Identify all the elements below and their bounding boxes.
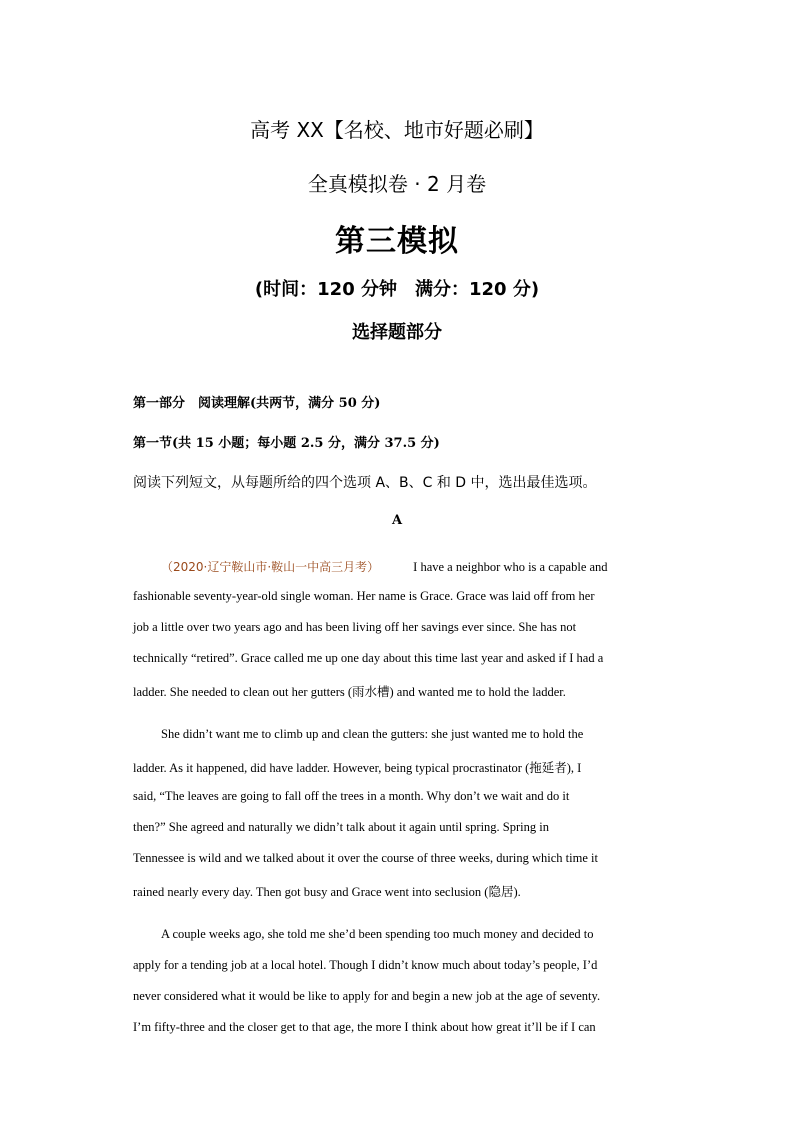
paragraph-1-line-1 bbox=[161, 558, 608, 575]
section-heading: 选择题部分 bbox=[352, 322, 442, 343]
paragraph-2-line-2: ladder. As it happened, did have ladder. However, being typical procrastinator (拖延者), I bbox=[133, 761, 582, 775]
section-title: 第一节(共 15 小题；每小题 2.5 分，满分 37.5 分) bbox=[133, 436, 440, 451]
exam-series-title: 高考 XX【名校、地市好题必刷】 bbox=[250, 118, 544, 142]
passage-source: （2020·辽宁鞍山市·鞍山一中高三月考） bbox=[161, 560, 380, 574]
paragraph-1-line-3: job a little over two years ago and has been living off her savings ever since. She has not bbox=[133, 620, 577, 634]
paragraph-1-line-5: ladder. She needed to clean out her gutters (雨水槽) and wanted me to hold the ladder. bbox=[133, 685, 566, 699]
paragraph-3-line-2: apply for a tending job at a local hotel. Though I didn’t know much about today’s people, I’d bbox=[133, 958, 598, 972]
passage-letter: A bbox=[391, 513, 403, 528]
paragraph-1-line-4: technically “retired”. Grace called me up one day about this time last year and asked if I had a bbox=[133, 651, 604, 665]
instruction-text: 阅读下列短文，从每题所给的四个选项 A、B、C 和 D 中，选出最佳选项。 bbox=[133, 475, 597, 491]
page-title: 第三模拟 bbox=[335, 224, 459, 259]
paragraph-2-line-3: said, “The leaves are going to fall off the trees in a month. Why don’t we wait and do it bbox=[133, 789, 570, 803]
paragraph-text: I have a neighbor who is a capable and bbox=[413, 560, 608, 574]
paragraph-2-line-5: Tennessee is wild and we talked about it over the course of three weeks, during which time it bbox=[133, 851, 598, 865]
paragraph-3-line-4: I’m fifty-three and the closer get to that age, the more I think about how great it’ll be if I can bbox=[133, 1020, 596, 1034]
paragraph-2-line-6: rained nearly every day. Then got busy and Grace went into seclusion (隐居). bbox=[133, 885, 521, 899]
paragraph-3-line-3: never considered what it would be like to apply for and begin a new job at the age of seventy. bbox=[133, 989, 601, 1003]
paragraph-2-line-1: She didn’t want me to climb up and clean the gutters: she just wanted me to hold the bbox=[161, 727, 584, 741]
exam-subtitle: 全真模拟卷 · 2 月卷 bbox=[307, 172, 487, 196]
paragraph-1-line-2: fashionable seventy-year-old single woman. Her name is Grace. Grace was laid off from her bbox=[133, 589, 595, 603]
paragraph-2-line-4: then?” She agreed and naturally we didn’t talk about it again until spring. Spring in bbox=[133, 820, 549, 834]
time-score-info: (时间：120 分钟 满分：120 分) bbox=[254, 279, 540, 300]
paragraph-3-line-1: A couple weeks ago, she told me she’d been spending too much money and decided to bbox=[161, 927, 594, 941]
part-title: 第一部分 阅读理解(共两节，满分 50 分) bbox=[133, 396, 381, 411]
